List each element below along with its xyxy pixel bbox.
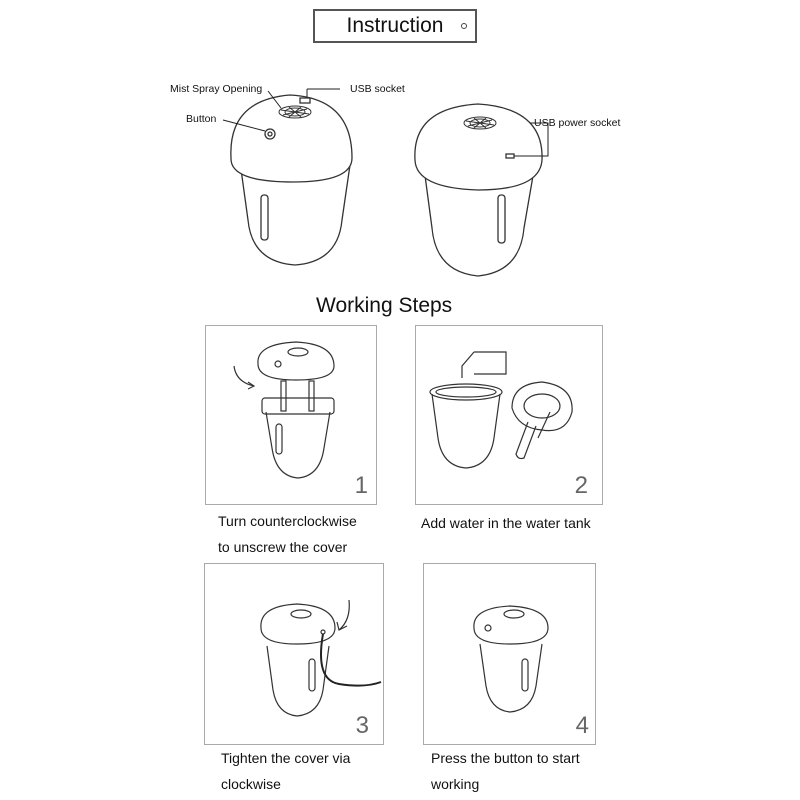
step-4-caption-line2: working — [431, 776, 480, 792]
step-2-panel — [415, 325, 603, 505]
step-4-caption — [431, 745, 580, 797]
usb-power-socket-label: USB power socket — [534, 117, 621, 129]
water-pitcher-icon — [474, 352, 506, 374]
step-3-caption-line1: Tighten the cover via — [221, 750, 351, 766]
step-1-panel — [205, 325, 377, 505]
step-4-illustration — [424, 564, 597, 746]
step-4-caption-line1: Press the button to start — [431, 750, 580, 766]
step-1-caption — [218, 508, 357, 560]
rotate-arrow-icon — [339, 600, 349, 630]
step-1-caption-line1: Turn counterclockwise — [218, 513, 357, 529]
step-1-caption-line2: to unscrew the cover — [218, 539, 348, 555]
step-1-illustration — [206, 326, 378, 506]
usb-socket-label: USB socket — [350, 83, 405, 95]
step-1-number: 1 — [354, 472, 368, 499]
step-3-caption-line2: clockwise — [221, 776, 281, 792]
step-3-number: 3 — [355, 712, 369, 739]
button-label: Button — [186, 113, 217, 125]
step-3-panel — [204, 563, 384, 745]
humidifier-front-view — [231, 95, 352, 265]
step-4-number: 4 — [575, 712, 589, 739]
page-title: Instruction — [346, 14, 444, 37]
step-4-panel — [423, 563, 596, 745]
mist-spray-opening-label: Mist Spray Opening — [170, 83, 263, 95]
step-2-caption — [421, 510, 591, 536]
working-steps-heading: Working Steps — [316, 294, 453, 317]
rotate-arrow-icon — [234, 366, 254, 386]
step-2-number: 2 — [574, 472, 588, 499]
usb-cable-icon — [321, 634, 381, 686]
step-2-caption-line1: Add water in the water tank — [421, 515, 591, 531]
humidifier-back-view — [415, 104, 542, 276]
product-diagram — [0, 0, 800, 290]
step-3-caption — [221, 745, 350, 797]
